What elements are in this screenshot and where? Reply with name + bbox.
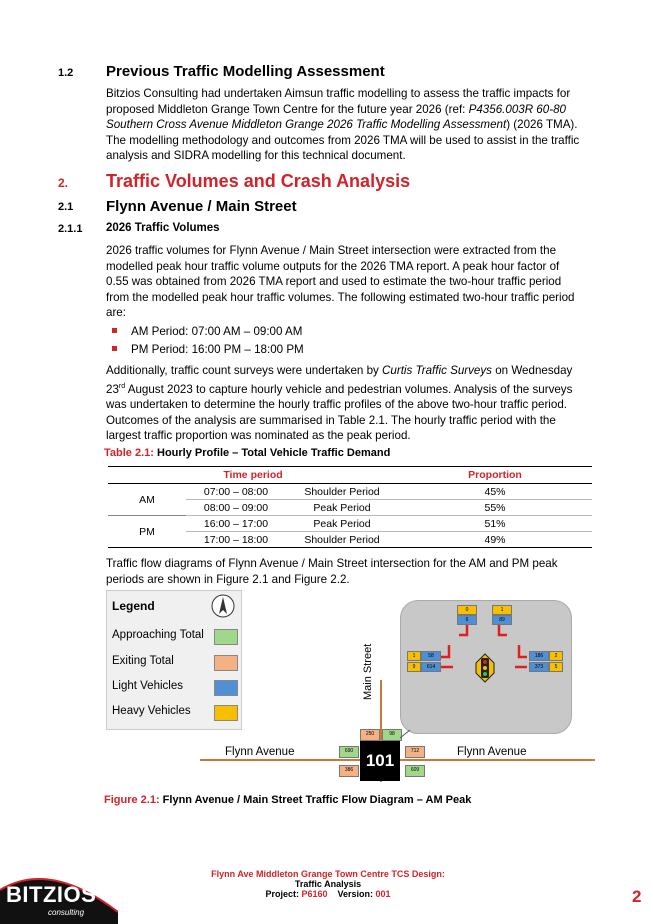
volume-box: 186 bbox=[529, 651, 549, 661]
logo-text: BITZIOS bbox=[6, 882, 97, 907]
legend-swatch bbox=[214, 705, 238, 721]
legend-label: Approaching Total bbox=[112, 629, 204, 641]
volume-box: 690 bbox=[339, 746, 359, 758]
section-number: 2. bbox=[58, 176, 69, 190]
section-number: 1.2 bbox=[58, 67, 74, 79]
data-table bbox=[108, 466, 592, 548]
north-arrow-icon bbox=[211, 594, 235, 618]
legend-swatch bbox=[214, 680, 238, 696]
legend-label: Light Vehicles bbox=[112, 680, 183, 692]
volume-box: 373 bbox=[529, 662, 549, 672]
volume-box: 5 bbox=[549, 662, 563, 672]
figure-legend bbox=[106, 590, 242, 730]
road-label: Flynn Avenue bbox=[225, 746, 295, 758]
intersection-detail-inset bbox=[400, 600, 572, 734]
site-id-badge: 101 bbox=[360, 741, 400, 781]
table-cell: 17:00 – 18:00 bbox=[186, 532, 286, 548]
traffic-signal-icon bbox=[475, 653, 495, 683]
legend-swatch bbox=[214, 655, 238, 671]
figure-caption: Figure 2.1: Flynn Avenue / Main Street Traffic Flow Diagram – AM Peak bbox=[104, 794, 472, 806]
table-cell: Peak Period bbox=[286, 516, 398, 532]
section-title: 2026 Traffic Volumes bbox=[106, 222, 220, 234]
page-number: 2 bbox=[632, 887, 642, 906]
legend-label: Heavy Vehicles bbox=[112, 705, 191, 717]
table-cell: AM bbox=[108, 484, 186, 516]
list-item: AM Period: 07:00 AM – 09:00 AM bbox=[112, 325, 302, 338]
table-header-row bbox=[108, 467, 592, 484]
volume-box: 1 bbox=[492, 605, 512, 615]
table-cell: 08:00 – 09:00 bbox=[186, 500, 286, 516]
company-logo bbox=[0, 850, 118, 924]
volume-box: 2 bbox=[549, 651, 563, 661]
table-cell: PM bbox=[108, 516, 186, 548]
table-cell: Shoulder Period bbox=[286, 484, 398, 500]
volume-box: 98 bbox=[382, 729, 402, 741]
volume-box: 1 bbox=[407, 651, 421, 661]
table-cell: 49% bbox=[398, 532, 592, 548]
section-number: 2.1 bbox=[58, 201, 74, 213]
legend-title: Legend bbox=[112, 599, 155, 613]
table-cell: 16:00 – 17:00 bbox=[186, 516, 286, 532]
table-cell: 51% bbox=[398, 516, 592, 532]
legend-swatch bbox=[214, 629, 238, 645]
list-item: PM Period: 16:00 PM – 18:00 PM bbox=[112, 343, 304, 356]
volume-box: 6 bbox=[457, 615, 477, 625]
volume-box: 0 bbox=[457, 605, 477, 615]
volume-box: 609 bbox=[405, 765, 425, 777]
table-caption: Table 2.1: Hourly Profile – Total Vehicle Traffic Demand bbox=[104, 447, 391, 459]
logo-subtext: consulting bbox=[48, 908, 85, 917]
section-number: 2.1.1 bbox=[58, 223, 83, 235]
table-row bbox=[108, 516, 592, 532]
legend-label: Exiting Total bbox=[112, 655, 174, 667]
section-title: Previous Traffic Modelling Assessment bbox=[106, 63, 385, 80]
section-title: Flynn Avenue / Main Street bbox=[106, 198, 297, 215]
table-cell: 45% bbox=[398, 484, 592, 500]
column-header: Time period bbox=[108, 467, 398, 484]
paragraph: Traffic flow diagrams of Flynn Avenue / Main Street intersection for the AM and PM peak periods are shown in Figure 2.1 and Figure 2.2. bbox=[106, 557, 558, 586]
table-row bbox=[108, 484, 592, 500]
footer-info: Flynn Ave Middleton Grange Town Centre TCS Design: Traffic Analysis Project: P6160 Version: 001 bbox=[211, 869, 445, 899]
table-cell: Shoulder Period bbox=[286, 532, 398, 548]
table-cell: 55% bbox=[398, 500, 592, 516]
volume-box: 614 bbox=[421, 662, 441, 672]
volume-box: 89 bbox=[492, 615, 512, 625]
paragraph: Bitzios Consulting had undertaken Aimsun traffic modelling to assess the traffic impacts for proposed Middleton Grange Town Centre for the future year 2026 (ref: P4356.003R 60-80 Southern Cross Avenue Middleton Grange 2026 Traffic Modelling Assessment) (2026 TMA). The modelling methodology and outcomes from 2026 TMA will be used to assist in the traffic analysis and SIDRA modelling for this technical document. bbox=[106, 87, 580, 163]
volume-box: 386 bbox=[339, 765, 359, 777]
road-label: Flynn Avenue bbox=[457, 746, 527, 758]
table-cell: Peak Period bbox=[286, 500, 398, 516]
inset-pointer-icon bbox=[398, 728, 412, 740]
road-label: Main Street bbox=[362, 643, 374, 700]
volume-box: 58 bbox=[421, 651, 441, 661]
column-header: Proportion bbox=[398, 467, 592, 484]
paragraph: Additionally, traffic count surveys were undertaken by Curtis Traffic Surveys on Wednesday 23rd August 2023 to capture hourly vehicle and pedestrian volumes. Analysis of the surveys was undertaken to determine the hourly traffic profiles of the above two-hour traffic period. Outcomes of the analysis are summarised in Table 2.1. The hourly traffic period with the largest traffic proportion was nominated as the peak period. bbox=[106, 364, 573, 443]
paragraph: 2026 traffic volumes for Flynn Avenue / Main Street intersection were extracted from the modelled peak hour traffic volume outputs for the 2026 TMA report. A peak hour factor of 0.55 was obtained from 2026 TMA report and used to estimate the two-hour traffic period from the modelled peak hour traffic volumes. The following estimated two-hour traffic period are: bbox=[106, 244, 575, 320]
volume-box: 9 bbox=[407, 662, 421, 672]
volume-box: 250 bbox=[360, 729, 380, 741]
table-cell: 07:00 – 08:00 bbox=[186, 484, 286, 500]
volume-box: 712 bbox=[405, 746, 425, 758]
section-title: Traffic Volumes and Crash Analysis bbox=[106, 171, 411, 191]
